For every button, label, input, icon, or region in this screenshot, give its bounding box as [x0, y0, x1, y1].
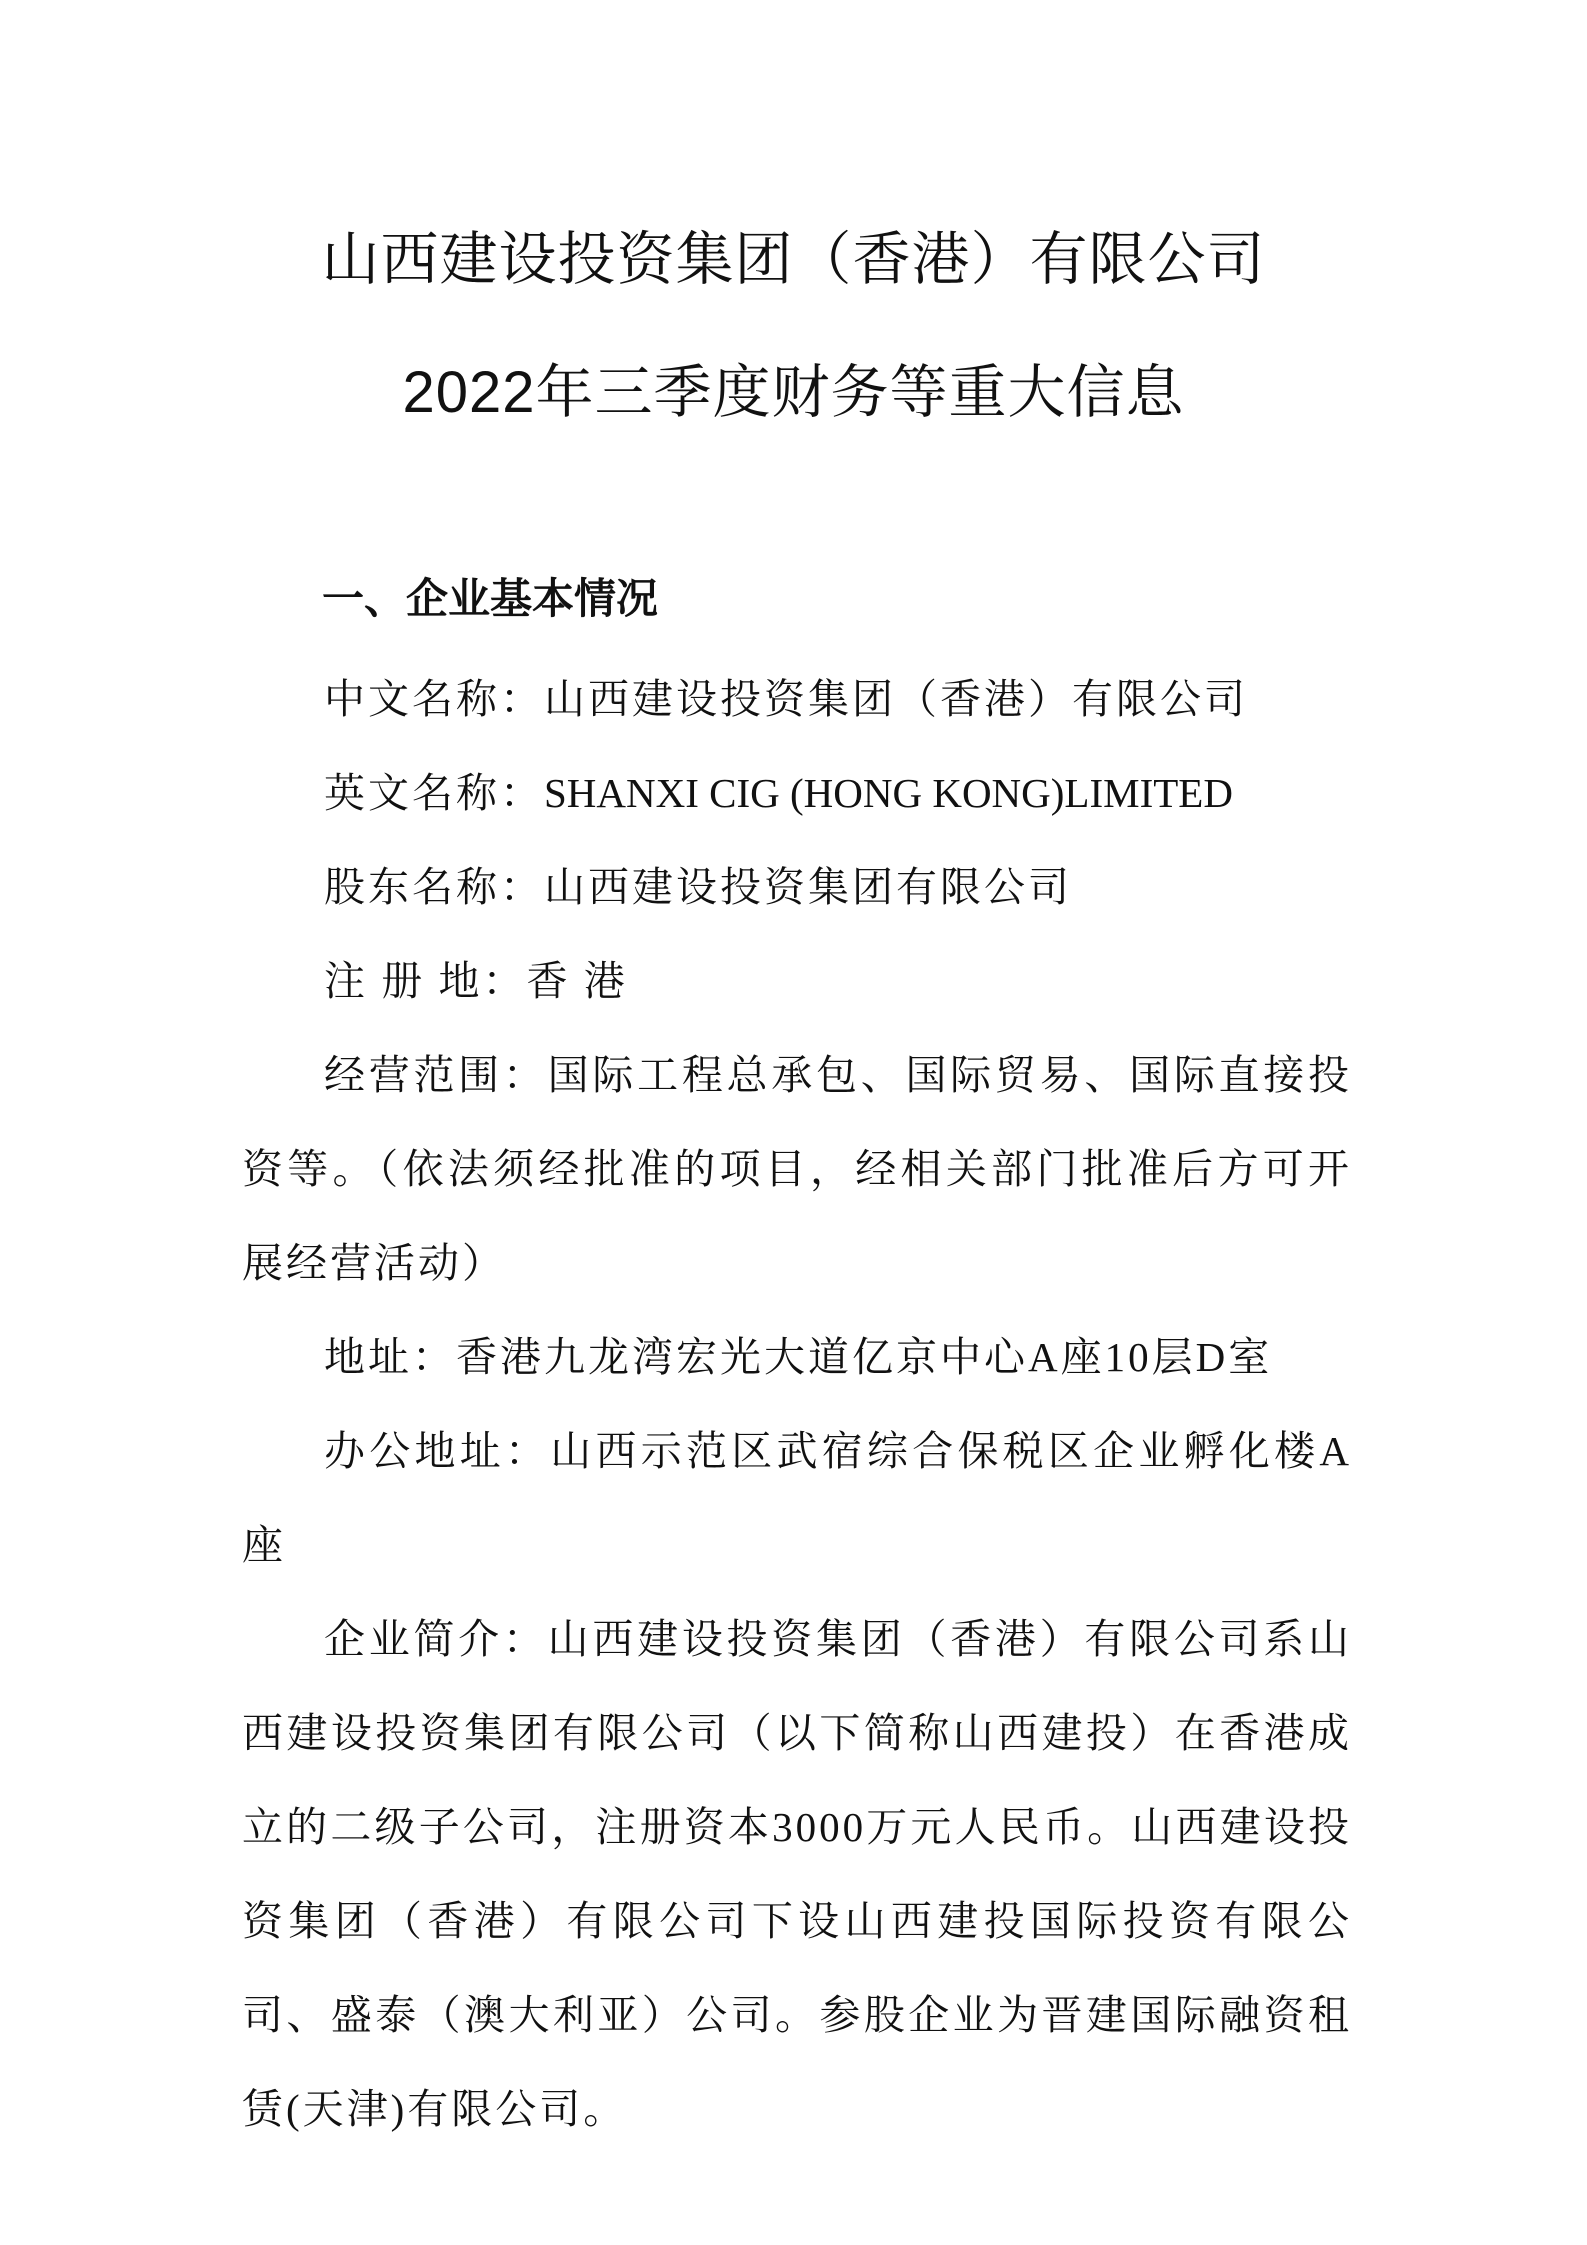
field-shareholder: [242, 840, 1352, 934]
field-label: 经营范围：: [324, 1052, 548, 1098]
field-business-scope: [242, 1028, 1352, 1310]
field-chinese-name: [242, 652, 1352, 746]
field-label: 中文名称：: [324, 676, 544, 722]
field-registered-place: [242, 934, 1352, 1028]
field-value: 山西建设投资集团有限公司: [544, 864, 1072, 910]
field-label: 英文名称：: [324, 770, 544, 816]
field-value: 香港九龙湾宏光大道亿京中心A座10层D室: [456, 1334, 1273, 1380]
field-label: 股东名称：: [324, 864, 544, 910]
field-value: 山西示范区武宿综合保税区企业孵化楼A座: [242, 1428, 1353, 1568]
field-company-profile: [242, 1592, 1352, 2156]
field-office-address: [242, 1404, 1352, 1592]
field-english-name: [242, 746, 1352, 840]
field-label: 企业简介：: [324, 1616, 548, 1662]
field-value: 国际工程总承包、国际贸易、国际直接投资等。（依法须经批准的项目，经相关部门批准后方可开展经营活动）: [242, 1052, 1353, 1286]
field-value: 山西建设投资集团（香港）有限公司: [544, 676, 1248, 722]
field-label: 办公地址：: [324, 1428, 551, 1474]
field-label: 地址：: [324, 1334, 456, 1380]
field-label: 注 册 地：: [324, 958, 527, 1004]
section-body: [242, 652, 1352, 2156]
document-title-line-1: 山西建设投资集团（香港）有限公司: [321, 227, 1266, 292]
section-heading-basic-info: 一、企业基本情况: [322, 575, 659, 622]
field-address: [242, 1310, 1352, 1404]
field-value: 香 港: [526, 958, 628, 1004]
field-value: SHANXI CIG (HONG KONG)LIMITED: [544, 770, 1233, 816]
field-value: 山西建设投资集团（香港）有限公司系山西建设投资集团有限公司（以下简称山西建投）在香港成立的二级子公司，注册资本3000万元人民币。山西建设投资集团（香港）有限公司下设山西建投国际投资有限公司、盛泰（澳大利亚）公司。参股企业为晋建国际融资租赁(天津)有限公司。: [242, 1616, 1353, 2132]
document-title-line-2: 2022年三季度财务等重大信息: [402, 360, 1185, 425]
